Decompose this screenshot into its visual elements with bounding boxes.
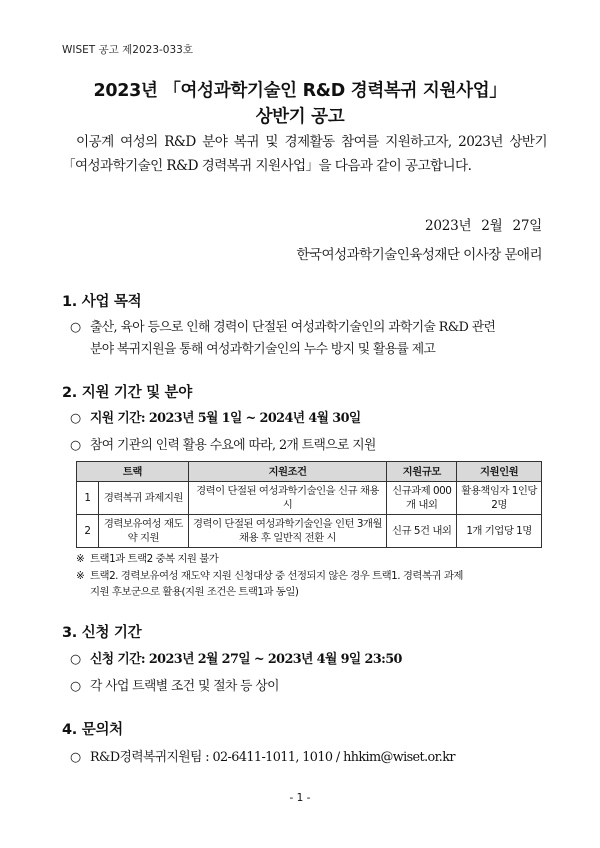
- bullet-mark: ○: [70, 320, 81, 335]
- row-people: 1개 기업당 1명: [457, 515, 542, 548]
- period-bullet-2: [70, 435, 545, 457]
- announcement-title: [0, 78, 600, 130]
- date-year: 2023년: [425, 218, 472, 234]
- table-header-row: [77, 462, 542, 482]
- section-contact-heading: 4. 문의처: [62, 722, 123, 738]
- page-number: - 1 -: [289, 792, 311, 804]
- contact-bullet: [70, 747, 545, 769]
- announcement-date: [415, 214, 542, 234]
- note-mark: ※: [76, 570, 85, 582]
- row-number: 1: [77, 482, 99, 515]
- note-1-text: 트랙1과 트랙2 중복 지원 불가: [90, 553, 219, 565]
- row-scale: 신규 5건 내외: [387, 515, 457, 548]
- period-text: 지원 기간: 2023년 5월 1일 ~ 2024년 4월 30일: [90, 411, 361, 426]
- purpose-text-2: 분야 복귀지원을 통해 여성과학기술인의 누수 방지 및 활용률 제고: [90, 342, 436, 357]
- row-track: 경력복귀 과제지원: [98, 482, 188, 515]
- apply-period-text: 신청 기간: 2023년 2월 27일 ~ 2023년 4월 9일 23:50: [90, 652, 402, 667]
- table-row: [77, 515, 542, 548]
- note-1: [76, 551, 546, 567]
- period-bullet-1: [70, 408, 545, 430]
- intro-paragraph: 이공계 여성의 R&D 분야 복귀 및 경제활동 참여를 지원하고자, 2023년 상반기 「여성과학기술인 R&D 경력복귀 지원사업」을 다음과 같이 공고합니다.: [62, 134, 547, 174]
- row-people: 활용책임자 1인당 2명: [457, 482, 542, 515]
- purpose-bullet: [70, 317, 545, 361]
- note-2-text-a: 트랙2. 경력보유여성 재도약 지원 신청대상 중 선정되지 않은 경우 트랙1. 경력복귀 과제: [90, 570, 463, 582]
- section-period-heading: 2. 지원 기간 및 분야: [62, 385, 192, 401]
- header-track: 트랙: [77, 462, 189, 482]
- bullet-mark: ○: [70, 750, 81, 765]
- track-table: [76, 461, 542, 548]
- track-intro-text: 참여 기관의 인력 활용 수요에 따라, 2개 트랙으로 지원: [90, 438, 376, 453]
- row-scale: 신규과제 000개 내외: [387, 482, 457, 515]
- purpose-text-1: 출산, 육아 등으로 인해 경력이 단절된 여성과학기술인의 과학기술 R&D 관련: [90, 320, 496, 335]
- bullet-mark: ○: [70, 411, 81, 426]
- bullet-mark: ○: [70, 679, 81, 694]
- section-purpose-heading: 1. 사업 목적: [62, 294, 142, 310]
- note-2-text-b: 지원 후보군으로 활용(지원 조건은 트랙1과 동일): [90, 586, 299, 598]
- note-mark: ※: [76, 553, 85, 565]
- header-people: 지원인원: [457, 462, 542, 482]
- date-day: 27일: [512, 218, 542, 234]
- note-2: [76, 568, 546, 600]
- bullet-mark: ○: [70, 438, 81, 453]
- title-line-2: 상반기 공고: [255, 107, 345, 127]
- section-apply-heading: 3. 신청 기간: [62, 625, 142, 641]
- row-condition: 경력이 단절된 여성과학기술인을 신규 채용 시: [188, 482, 387, 515]
- apply-bullet-1: [70, 649, 545, 671]
- row-condition: 경력이 단절된 여성과학기술인을 인턴 3개월 채용 후 일반직 전환 시: [188, 515, 387, 548]
- header-condition: 지원조건: [188, 462, 387, 482]
- date-month: 2월: [481, 218, 503, 234]
- signer: 한국여성과학기술인육성재단 이사장 문애리: [296, 247, 542, 263]
- document-number: WISET 공고 제2023-033호: [62, 44, 193, 56]
- apply-note-text: 각 사업 트랙별 조건 및 절차 등 상이: [90, 679, 279, 694]
- row-number: 2: [77, 515, 99, 548]
- row-track: 경력보유여성 재도약 지원: [98, 515, 188, 548]
- header-scale: 지원규모: [387, 462, 457, 482]
- title-line-1: 2023년 「여성과학기술인 R&D 경력복귀 지원사업」: [93, 81, 507, 101]
- contact-text: R&D경력복귀지원팀 : 02-6411-1011, 1010 / hhkim@wiset.or.kr: [90, 750, 455, 765]
- apply-bullet-2: [70, 676, 545, 698]
- bullet-mark: ○: [70, 652, 81, 667]
- table-row: [77, 482, 542, 515]
